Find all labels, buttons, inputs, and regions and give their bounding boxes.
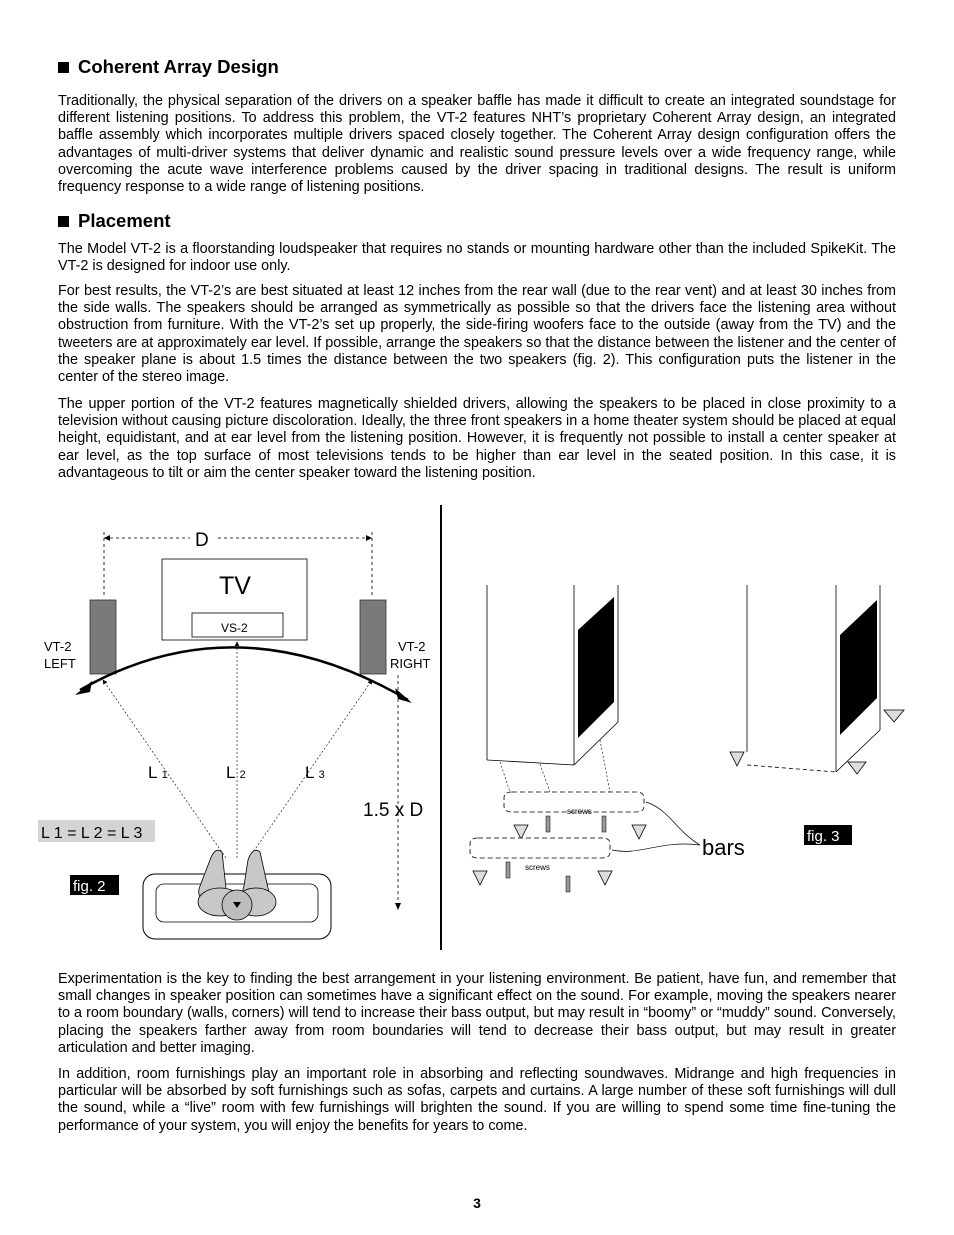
- right-speaker-label-1: VT-2: [398, 639, 426, 654]
- spike-icon: [730, 752, 744, 766]
- experimentation-paragraph-1: Experimentation is the key to finding the best arrangement in your listening environment. Be patient, have fun, and remember that small changes in speaker position can sometimes have a significant effect on the sound. For example, moving the speakers nearer to a room boundary (walls, corners) will tend to increase their bass output, but may result in “boomy” or “muddy” sound. Conversely, placing the speakers farther away from room boundaries will tend to decrease their bass output, but may result in greater articulation and better imaging.: [58, 971, 896, 1056]
- bullet-square-icon: [58, 216, 69, 227]
- left-speaker-label-1: VT-2: [44, 639, 72, 654]
- screws-label-1: screws: [567, 807, 592, 816]
- right-speaker-label-2: RIGHT: [390, 656, 431, 671]
- right-speaker-perspective: [730, 585, 904, 774]
- screw-icon: [546, 816, 550, 832]
- left-speaker-driver-panel: [578, 597, 614, 738]
- placement-heading: [58, 210, 171, 232]
- vs2-label: VS-2: [221, 621, 248, 635]
- distance-label: 1.5 x D: [363, 800, 424, 821]
- spike-icon: [632, 825, 646, 839]
- placement-heading-text: Placement: [78, 210, 171, 231]
- fig2-diagram: [38, 530, 431, 939]
- tv-label: TV: [219, 572, 251, 600]
- l2-label: L 2: [226, 763, 246, 782]
- spike-icon: [848, 762, 866, 774]
- spike-icon: [473, 871, 487, 885]
- fig3-caption: fig. 3: [807, 828, 840, 845]
- placement-paragraph-2: For best results, the VT-2’s are best situated at least 12 inches from the rear wall (due to the rear vent) and at least 30 inches from the side walls. The speakers should be arranged as symmetrically as possible so that the drivers face the listening area without obstruction from furniture. With the VT-2’s set up properly, the side-firing woofers face to the outside (away from the TV) and the tweeters are at approximately ear level. If possible, arrange the speakers so that the distance between the listener and the center of the speaker plane is about 1.5 times the distance between the two speakers (fig. 2). This configuration puts the listener in the center of the stereo image.: [58, 283, 896, 386]
- fig2-caption: fig. 2: [73, 878, 106, 895]
- screw-icon: [506, 862, 510, 878]
- spike-bar-upper: [504, 792, 646, 839]
- screw-icon: [602, 816, 606, 832]
- sofa-listeners: [143, 850, 331, 939]
- screws-label-2: screws: [525, 863, 550, 872]
- placement-paragraph-1: The Model VT-2 is a floorstanding loudspeaker that requires no stands or mounting hardware other than the included SpikeKit. The VT-2 is designed for indoor use only.: [58, 241, 896, 275]
- spike-icon: [884, 710, 904, 722]
- bars-label: bars: [702, 835, 745, 860]
- left-speaker-label-2: LEFT: [44, 656, 76, 671]
- speaker-arc: [80, 647, 408, 700]
- left-speaker-perspective: [487, 585, 618, 792]
- page-number: 3: [473, 1195, 481, 1211]
- arc-arrow-left: [75, 681, 92, 695]
- spike-icon: [598, 871, 612, 885]
- right-speaker: [360, 600, 386, 674]
- bullet-square-icon: [58, 62, 69, 73]
- equation-label: L 1 = L 2 = L 3: [41, 825, 143, 842]
- arc-arrow-right: [395, 688, 412, 703]
- placement-paragraph-3: The upper portion of the VT-2 features magnetically shielded drivers, allowing the speakers to be placed in close proximity to a television without causing picture discoloration. Ideally, the three front speakers in a home theater system should be placed at equal height, equidistant, and at ear level from the listening position. However, it is frequently not possible to install a center speaker at ear level, as the top surface of most televisions tends to be higher than ear level in the seated position. In this case, it is advantageous to tilt or aim the center speaker toward the listening position.: [58, 396, 896, 481]
- spike-icon: [514, 825, 528, 839]
- l3-label: L 3: [305, 763, 325, 782]
- right-speaker-driver-panel: [840, 600, 877, 735]
- d-label: D: [195, 530, 209, 551]
- screw-icon: [566, 876, 570, 892]
- left-speaker: [90, 600, 116, 674]
- figures: [0, 500, 954, 960]
- coherent-heading: [58, 56, 279, 78]
- coherent-paragraph: Traditionally, the physical separation of the drivers on a speaker baffle has made it difficult to create an integrated soundstage for different listening positions. To address this problem, the VT-2 features NHT’s proprietary Coherent Array design, an integrated baffle assembly which incorporates multiple drivers spaced closely together. The Coherent Array design configuration offers the advantages of multi-driver systems that deliver dynamic and realistic sound pressure levels over a wide frequency range, while overcoming the acute wave interference problems caused by the driver spacing in traditional designs. The result is uniform frequency response to a wide range of listening positions.: [58, 93, 896, 196]
- experimentation-paragraph-2: In addition, room furnishings play an important role in absorbing and reflecting soundwaves. Midrange and high frequencies in particular will be absorbed by soft furnishings such as sofas, carpets and curtains. A large number of these soft furnishings will dull the sound, while a “live” room with few furnishings will brighten the sound. If you are willing to spend some time fine-tuning the performance of your system, you will enjoy the benefits for years to come.: [58, 1066, 896, 1134]
- spike-bar-lower: [470, 838, 612, 892]
- l1-label: L 1: [148, 763, 168, 782]
- coherent-heading-text: Coherent Array Design: [78, 56, 279, 77]
- fig3-diagram: [470, 585, 904, 892]
